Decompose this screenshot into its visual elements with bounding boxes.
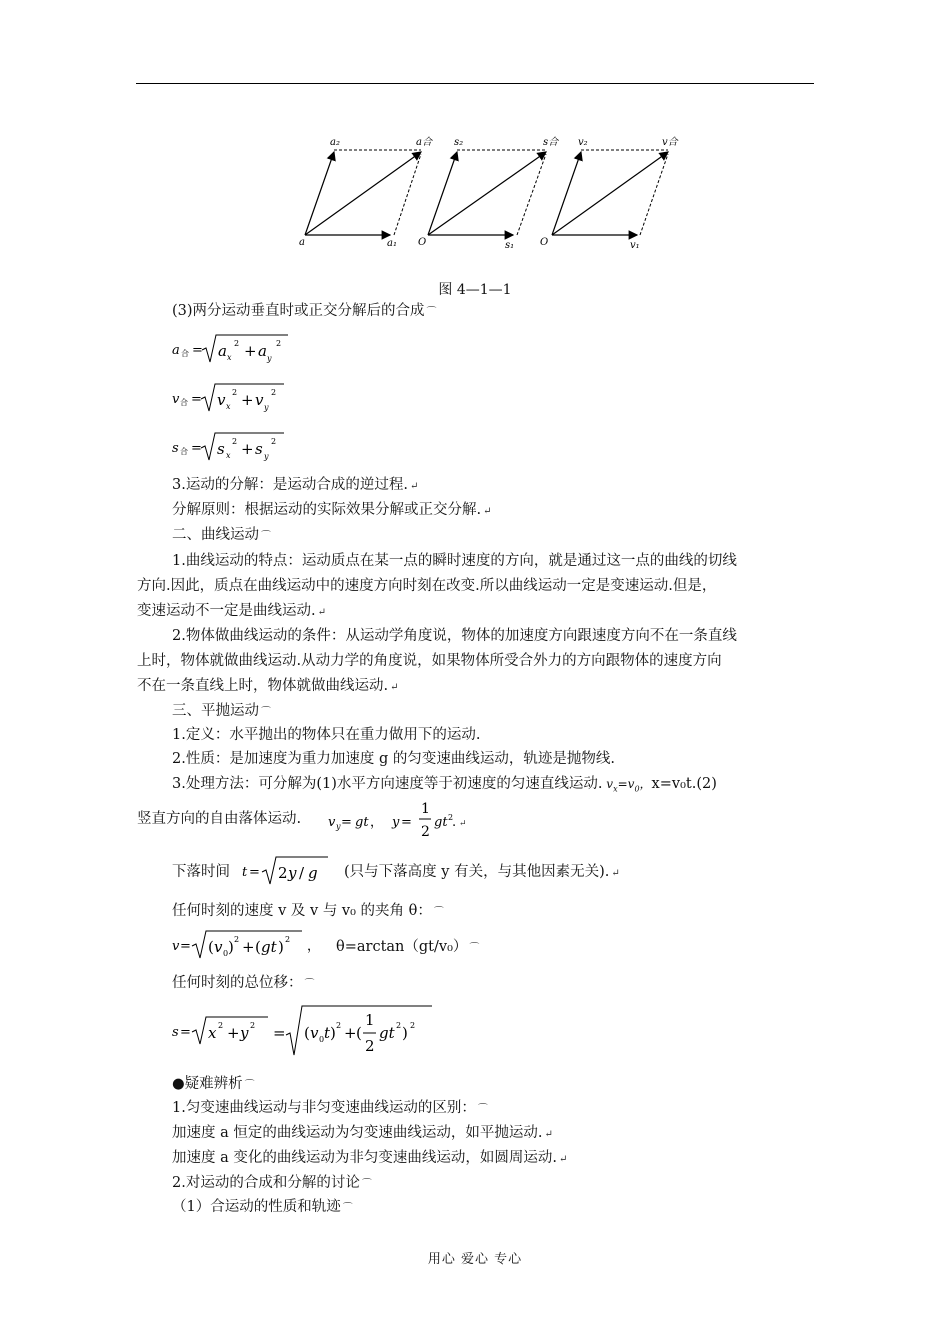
svg-text:2: 2 [365,1037,375,1055]
heading-projectile: 三、平抛运动 ⌒ [172,703,271,719]
svg-text:=: = [273,1024,286,1042]
difficulty-1a: 加速度 a 恒定的曲线运动为匀变速曲线运动，如平抛运动. ↵ [172,1125,553,1141]
label-s1: s₁ [505,240,515,251]
theta-expression: θ=arctan（gt/v₀） ⌒ [336,939,480,955]
svg-text:2: 2 [218,1021,224,1030]
difficulty-2-text: 2.对运动的合成和分解的讨论 [172,1175,360,1191]
svg-text:=: = [180,1025,191,1040]
svg-text:0: 0 [319,1035,325,1044]
svg-text:v: v [172,939,180,954]
label-a1: a₁ [387,238,397,249]
curve-para2-line3: 不在一条直线上时，物体就做曲线运动. ↵ [137,678,399,694]
svg-text:+: + [241,391,254,409]
difficulty-2a: （1）合运动的性质和轨迹 ⌒ [172,1199,353,1215]
svg-text:x: x [208,1024,217,1042]
svg-text:a: a [258,342,267,360]
projectile-definition: 1.定义：水平抛出的物体只在重力做用下的运动. [172,727,481,743]
svg-text:): ) [278,938,284,956]
svg-text:2: 2 [278,864,288,882]
svg-text:，: ， [370,815,384,830]
svg-text:2: 2 [232,437,238,446]
svg-text:g: g [308,864,318,882]
svg-text:=: = [180,939,191,954]
svg-text:t: t [324,1024,331,1042]
svg-text:1: 1 [421,801,430,817]
formula-v-sub: 合 [180,398,188,407]
header-rule [136,83,814,84]
formula-s-symbol: s [172,441,179,456]
diagram-velocity [540,136,679,251]
svg-text:.: . [452,815,457,830]
curve-para2-line3-text: 不在一条直线上时，物体就做曲线运动. [137,678,389,694]
formula-a-sub: 合 [181,349,189,358]
curve-para1-line1: 1.曲线运动的特点：运动质点在某一点的瞬时速度的方向，就是通过这一点的曲线的切线 [172,553,737,569]
theta-expression-text: θ=arctan（gt/v₀） [336,939,468,955]
velocity-line: 任何时刻的速度 v 及 v 与 v₀ 的夹角 θ： ⌒ [172,903,444,919]
label-v-he: v合 [662,137,678,148]
svg-text:v: v [255,391,264,409]
svg-text:+: + [242,938,255,956]
section-3-text: (3)两分运动垂直时或正交分解后的合成 [172,303,425,319]
label-s-he: s合 [543,137,559,148]
para-decomposition: 3.运动的分解：是运动合成的逆过程. ↵ [172,477,419,493]
difficulty-1b-text: 加速度 a 变化的曲线运动为非匀变速曲线运动，如圆周运动. [172,1150,557,1166]
label-v2: v₂ [578,137,588,148]
svg-text:+: + [244,342,257,360]
svg-text:(: ( [356,1024,362,1042]
formula-vertical [328,796,498,844]
svg-text:2: 2 [271,388,277,397]
difficulty-1a-text: 加速度 a 恒定的曲线运动为匀变速曲线运动，如平抛运动. [172,1125,543,1141]
svg-text:2: 2 [448,813,454,822]
svg-text:(: ( [208,938,214,956]
formula-v-symbol: v [172,392,180,407]
svg-text:x: x [226,451,231,460]
projectile-method-line2-text: 竖直方向的自由落体运动. [137,811,302,827]
projectile-method-text: 3.处理方法：可分解为(1)水平方向速度等于初速度的匀速直线运动. [172,776,603,792]
formula-a-symbol: a [172,343,180,358]
svg-text:v: v [217,391,226,409]
displacement-line-text: 任何时刻的总位移： [172,975,303,991]
difficulty-1: 1.匀变速曲线运动与非匀变速曲线运动的区别： ⌒ [172,1100,488,1116]
difficulty-2a-text: （1）合运动的性质和轨迹 [172,1199,341,1215]
svg-text:0: 0 [223,949,229,958]
svg-text:2: 2 [336,1021,342,1030]
svg-text:=: = [191,392,202,407]
curve-para1-line2: 方向.因此，质点在曲线运动中的速度方向时刻在改变.所以曲线运动一定是变速运动.但是， [137,578,717,594]
para-decomposition-text: 3.运动的分解：是运动合成的逆过程. [172,477,408,493]
svg-text:x: x [227,353,232,362]
heading-difficulties-text: ●疑难辨析 [172,1076,243,1092]
section-3-title: (3)两分运动垂直时或正交分解后的合成 ⌒ [172,303,437,319]
formula-fall-time [240,852,340,888]
curve-para1-line3-text: 变速运动不一定是曲线运动. [137,603,316,619]
projectile-method-line1: 3.处理方法：可分解为(1)水平方向速度等于初速度的匀速直线运动. $v_x=v_0$，x=v₀t.(2) [172,776,717,794]
para-principle-text: 分解原则：根据运动的实际效果分解或正交分解. [172,502,482,518]
label-s-origin: O [418,237,427,248]
svg-text:2: 2 [276,339,282,348]
svg-text:(: ( [304,1024,310,1042]
svg-text:y: y [267,354,272,363]
svg-text:2: 2 [271,437,277,446]
svg-text:(: ( [255,938,261,956]
svg-text:s: s [255,440,263,458]
svg-text:2: 2 [232,388,238,397]
velocity-line-text: 任何时刻的速度 v 及 v 与 v₀ 的夹角 θ： [172,903,432,919]
svg-text:，: ， [307,939,320,954]
formula-s-combined [170,430,300,464]
difficulty-1-text: 1.匀变速曲线运动与非匀变速曲线运动的区别： [172,1100,476,1116]
curve-para2-line2: 上时，物体就做曲线运动.从动力学的角度说，如果物体所受合外力的方向跟物体的速度方向 [137,653,722,669]
page-footer: 用心 爱心 专心 [427,1252,523,1267]
svg-text:1: 1 [365,1011,375,1029]
svg-text:=: = [341,815,352,830]
svg-text:s: s [217,440,225,458]
heading-difficulties: ●疑难辨析 ⌒ [172,1076,255,1092]
svg-text:s: s [172,1025,179,1040]
svg-text:2: 2 [250,1021,256,1030]
svg-text:↵: ↵ [459,819,467,829]
fall-time-post-text: (只与下落高度 y 有关，与其他因素无关). [344,864,610,880]
svg-text:=: = [192,343,203,358]
svg-text:2: 2 [396,1021,402,1030]
svg-text:x: x [226,402,231,411]
label-a2: a₂ [330,137,340,148]
svg-text:=: = [401,815,412,830]
svg-text:y: y [336,822,341,831]
svg-text:y: y [264,403,269,412]
svg-text:): ) [402,1024,408,1042]
svg-text:=: = [249,865,260,880]
svg-text:y: y [392,815,400,830]
heading-projectile-text: 三、平抛运动 [172,703,259,719]
fall-time-post: (只与下落高度 y 有关，与其他因素无关). ↵ [344,864,620,880]
para-principle: 分解原则：根据运动的实际效果分解或正交分解. ↵ [172,502,492,518]
difficulty-1b: 加速度 a 变化的曲线运动为非匀变速曲线运动，如圆周运动. ↵ [172,1150,568,1166]
svg-text:gt: gt [355,815,369,830]
heading-curve-motion: 二、曲线运动 ⌒ [172,527,271,543]
svg-text:+: + [241,440,254,458]
figure-caption: 图 4—1—1 [438,282,512,298]
svg-text:a: a [218,342,227,360]
diagram-displacement [418,136,559,251]
difficulty-2: 2.对运动的合成和分解的讨论 ⌒ [172,1175,372,1191]
svg-text:=: = [191,441,202,456]
svg-text:2: 2 [234,339,240,348]
formula-velocity [170,928,320,962]
projectile-method-tail: x=v₀t.(2) [651,776,717,792]
svg-text:+: + [344,1024,357,1042]
svg-text:+: + [227,1024,240,1042]
label-v-origin: O [540,237,549,248]
svg-text:y: y [288,864,297,882]
projectile-method-line2 [137,808,301,830]
formula-v-combined [170,381,300,415]
svg-text:v: v [214,938,223,956]
svg-text:): ) [330,1024,336,1042]
svg-text:gt: gt [261,938,277,956]
svg-text:2: 2 [234,935,240,944]
label-v1: v₁ [630,240,640,251]
projectile-property: 2.性质：是加速度为重力加速度 g 的匀变速曲线运动，轨迹是抛物线. [172,751,615,767]
svg-text:y: y [240,1024,249,1042]
svg-text:v: v [328,815,336,830]
label-s2: s₂ [454,137,464,148]
svg-text:y: y [264,452,269,461]
label-a-he: a合 [416,137,432,148]
diagram-acceleration [299,136,433,249]
svg-text:v: v [310,1024,319,1042]
vector-parallelogram-figure [290,128,690,258]
svg-text:t: t [242,865,248,880]
svg-text:2: 2 [421,824,430,840]
svg-text:gt: gt [379,1024,395,1042]
svg-text:2: 2 [410,1021,416,1030]
formula-a-combined [170,332,300,366]
fall-time-pre: 下落时间 [172,864,230,880]
svg-text:2: 2 [285,935,291,944]
formula-s-sub: 合 [180,447,188,456]
label-a-origin: a [299,237,305,248]
heading-curve-text: 二、曲线运动 [172,527,259,543]
curve-para2-line1: 2.物体做曲线运动的条件：从运动学角度说，物体的加速度方向跟速度方向不在一条直线 [172,628,737,644]
svg-text:/: / [299,864,305,882]
svg-text:): ) [228,938,234,956]
svg-text:gt: gt [434,815,448,830]
curve-para1-line3: 变速运动不一定是曲线运动. ↵ [137,603,326,619]
displacement-line: 任何时刻的总位移： ⌒ [172,975,315,991]
formula-displacement [170,1003,440,1063]
